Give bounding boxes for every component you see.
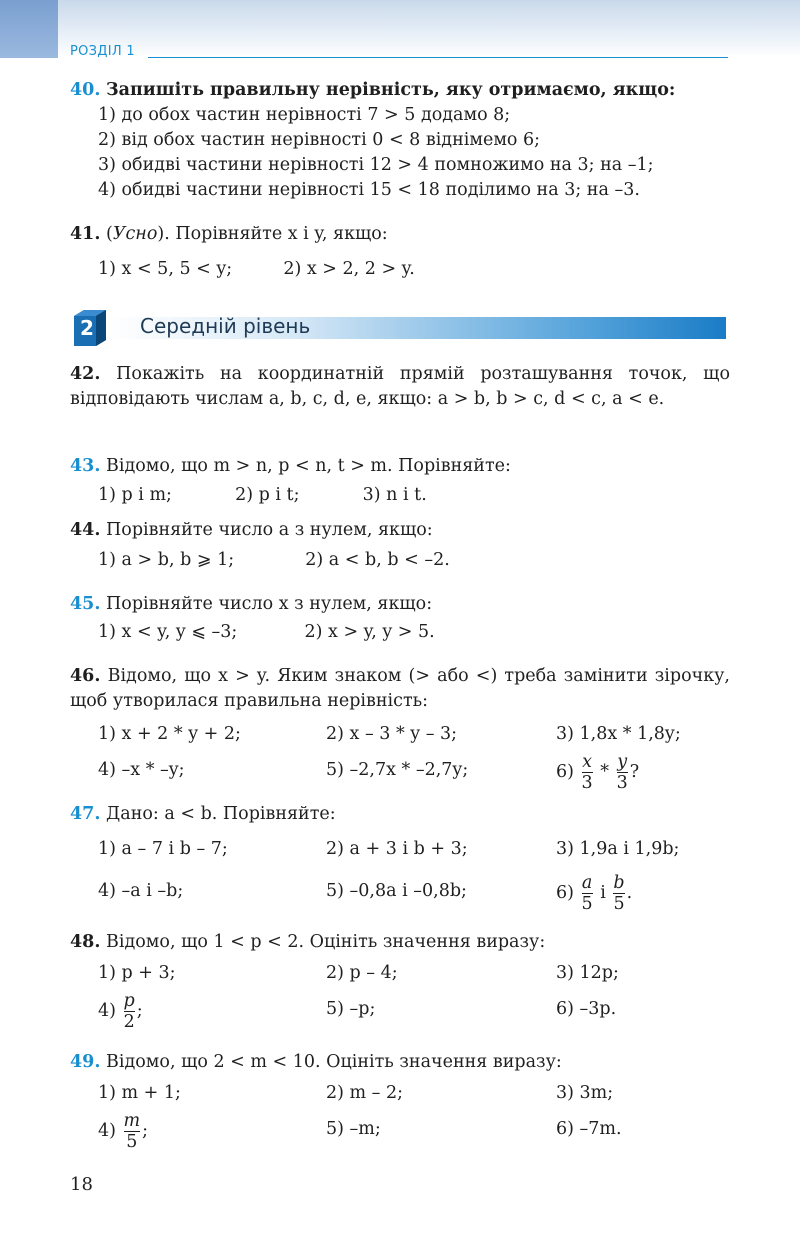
task-number: 44. [70, 520, 101, 540]
task-item: 2) p – 4; [326, 963, 398, 983]
task-number: 42. [70, 364, 101, 384]
task-40 [70, 78, 730, 203]
fraction-numerator: y [617, 752, 628, 772]
header-corner-block [0, 0, 58, 58]
task-item: 5) –p; [326, 999, 376, 1019]
task-item: 4) обидві частини нерівності 15 < 18 поділимо на 3; на –3. [98, 180, 640, 200]
task-41 [70, 222, 730, 282]
task-43 [70, 454, 730, 508]
item-tail: ? [629, 762, 640, 782]
task-question: Відомо, що x > y. Яким знаком (> або <) треба замінити зірочку, щоб утворилася правильна нерівність: [70, 666, 730, 711]
task-number: 49. [70, 1052, 101, 1072]
item-tail: ; [142, 1121, 149, 1141]
task-question: Відомо, що 1 < p < 2. Оцініть значення виразу: [106, 932, 546, 952]
fraction [124, 1111, 141, 1152]
task-item: 6) –3p. [556, 999, 617, 1019]
chapter-rule [148, 57, 728, 58]
item-prefix: 6) [556, 883, 580, 903]
task-item: 1) до обох частин нерівності 7 > 5 додамо 8; [98, 105, 511, 125]
task-number: 48. [70, 932, 101, 952]
item-prefix: 6) [556, 762, 580, 782]
task-question: Запишіть правильну нерівність, яку отримаємо, якщо: [106, 80, 676, 100]
task-item: 3) 3m; [556, 1083, 614, 1103]
task-number: 40. [70, 80, 101, 100]
task-number: 46. [70, 666, 101, 686]
task-number: 47. [70, 804, 101, 824]
task-item: 6) –7m. [556, 1119, 622, 1139]
task-item: 3) 12p; [556, 963, 619, 983]
task-item: 1) x < y, y ⩽ –3; [98, 622, 238, 642]
fraction-denominator: 2 [123, 1012, 135, 1032]
fraction-numerator: a [581, 873, 593, 893]
item-tail: . [626, 883, 633, 903]
star-sign: * [594, 762, 615, 782]
task-question: Порівняйте число a з нулем, якщо: [106, 520, 433, 540]
task-item: 3) n і t. [362, 485, 427, 505]
chapter-label: РОЗДІЛ 1 [70, 44, 135, 59]
task-42 [70, 362, 730, 412]
task-item: 1) m + 1; [98, 1083, 181, 1103]
task-question-rest: ). Порівняйте x і y, якщо: [157, 224, 388, 244]
fraction-numerator: b [613, 873, 625, 893]
task-number: 41. [70, 224, 101, 244]
task-item-fraction [98, 991, 143, 1032]
item-prefix: 4) [98, 1121, 122, 1141]
task-question: Порівняйте число x з нулем, якщо: [106, 594, 433, 614]
task-item: 2) a < b, b < –2. [305, 550, 450, 570]
fraction [582, 873, 593, 914]
task-question: Покажіть на координатній прямій розташування точок, що відповідають числам a, b, c, d, e, якщо: a > b, b > c, d < c, a < e. [70, 364, 730, 409]
task-item-fraction [556, 752, 639, 793]
task-item: 1) x < 5, 5 < y; [98, 259, 233, 279]
task-item: 2) p і t; [235, 485, 300, 505]
task-item: 1) a > b, b ⩾ 1; [98, 550, 235, 570]
task-item: 4) –x * –y; [98, 760, 185, 780]
task-question-open: ( [106, 224, 113, 244]
fraction-numerator: m [123, 1111, 141, 1131]
fraction [613, 873, 624, 914]
task-item: 3) обидві частини нерівності 12 > 4 помножимо на 3; на –1; [98, 155, 654, 175]
task-item: 3) 1,8x * 1,8y; [556, 724, 681, 744]
task-question-oral: Усно [112, 224, 158, 244]
task-question: Дано: a < b. Порівняйте: [106, 804, 336, 824]
page-number: 18 [70, 1174, 93, 1195]
item-tail: ; [136, 1001, 143, 1021]
task-item-fraction [98, 1111, 148, 1152]
task-question: Відомо, що 2 < m < 10. Оцініть значення виразу: [106, 1052, 562, 1072]
task-item: 5) –0,8a і –0,8b; [326, 881, 467, 901]
task-item: 1) p і m; [98, 485, 172, 505]
task-47 [70, 802, 730, 917]
task-question: Відомо, що m > n, p < n, t > m. Порівняйте: [106, 456, 511, 476]
task-item-fraction [556, 873, 632, 914]
task-45 [70, 592, 730, 645]
task-item: 2) від обох частин нерівності 0 < 8 віднімемо 6; [98, 130, 541, 150]
task-item: 1) p + 3; [98, 963, 176, 983]
task-item: 2) x – 3 * y – 3; [326, 724, 458, 744]
task-number: 43. [70, 456, 101, 476]
level-bar [70, 310, 726, 346]
task-item: 1) a – 7 і b – 7; [98, 839, 228, 859]
level-title: Середній рівень [140, 314, 311, 338]
task-item: 1) x + 2 * y + 2; [98, 724, 241, 744]
task-item: 2) x > 2, 2 > y. [283, 259, 415, 279]
task-44 [70, 518, 730, 573]
task-item: 4) –a і –b; [98, 881, 184, 901]
item-mid: і [594, 883, 612, 903]
task-number: 45. [70, 594, 101, 614]
fraction-denominator: 5 [613, 894, 625, 914]
fraction-denominator: 3 [616, 773, 628, 793]
fraction-numerator: x [582, 752, 593, 772]
task-48 [70, 930, 730, 1035]
fraction [617, 752, 628, 793]
task-item: 3) 1,9a і 1,9b; [556, 839, 680, 859]
fraction-denominator: 5 [124, 1131, 141, 1152]
task-49 [70, 1050, 730, 1155]
task-item: 2) a + 3 і b + 3; [326, 839, 468, 859]
fraction-denominator: 3 [581, 773, 593, 793]
fraction [124, 991, 135, 1032]
task-46 [70, 664, 730, 796]
item-prefix: 4) [98, 1001, 122, 1021]
task-item: 2) x > y, y > 5. [304, 622, 435, 642]
task-item: 5) –m; [326, 1119, 381, 1139]
level-badge-number: 2 [80, 316, 94, 340]
fraction-denominator: 5 [581, 894, 593, 914]
task-item: 5) –2,7x * –2,7y; [326, 760, 469, 780]
fraction-numerator: p [123, 991, 135, 1011]
fraction [582, 752, 593, 793]
task-item: 2) m – 2; [326, 1083, 404, 1103]
